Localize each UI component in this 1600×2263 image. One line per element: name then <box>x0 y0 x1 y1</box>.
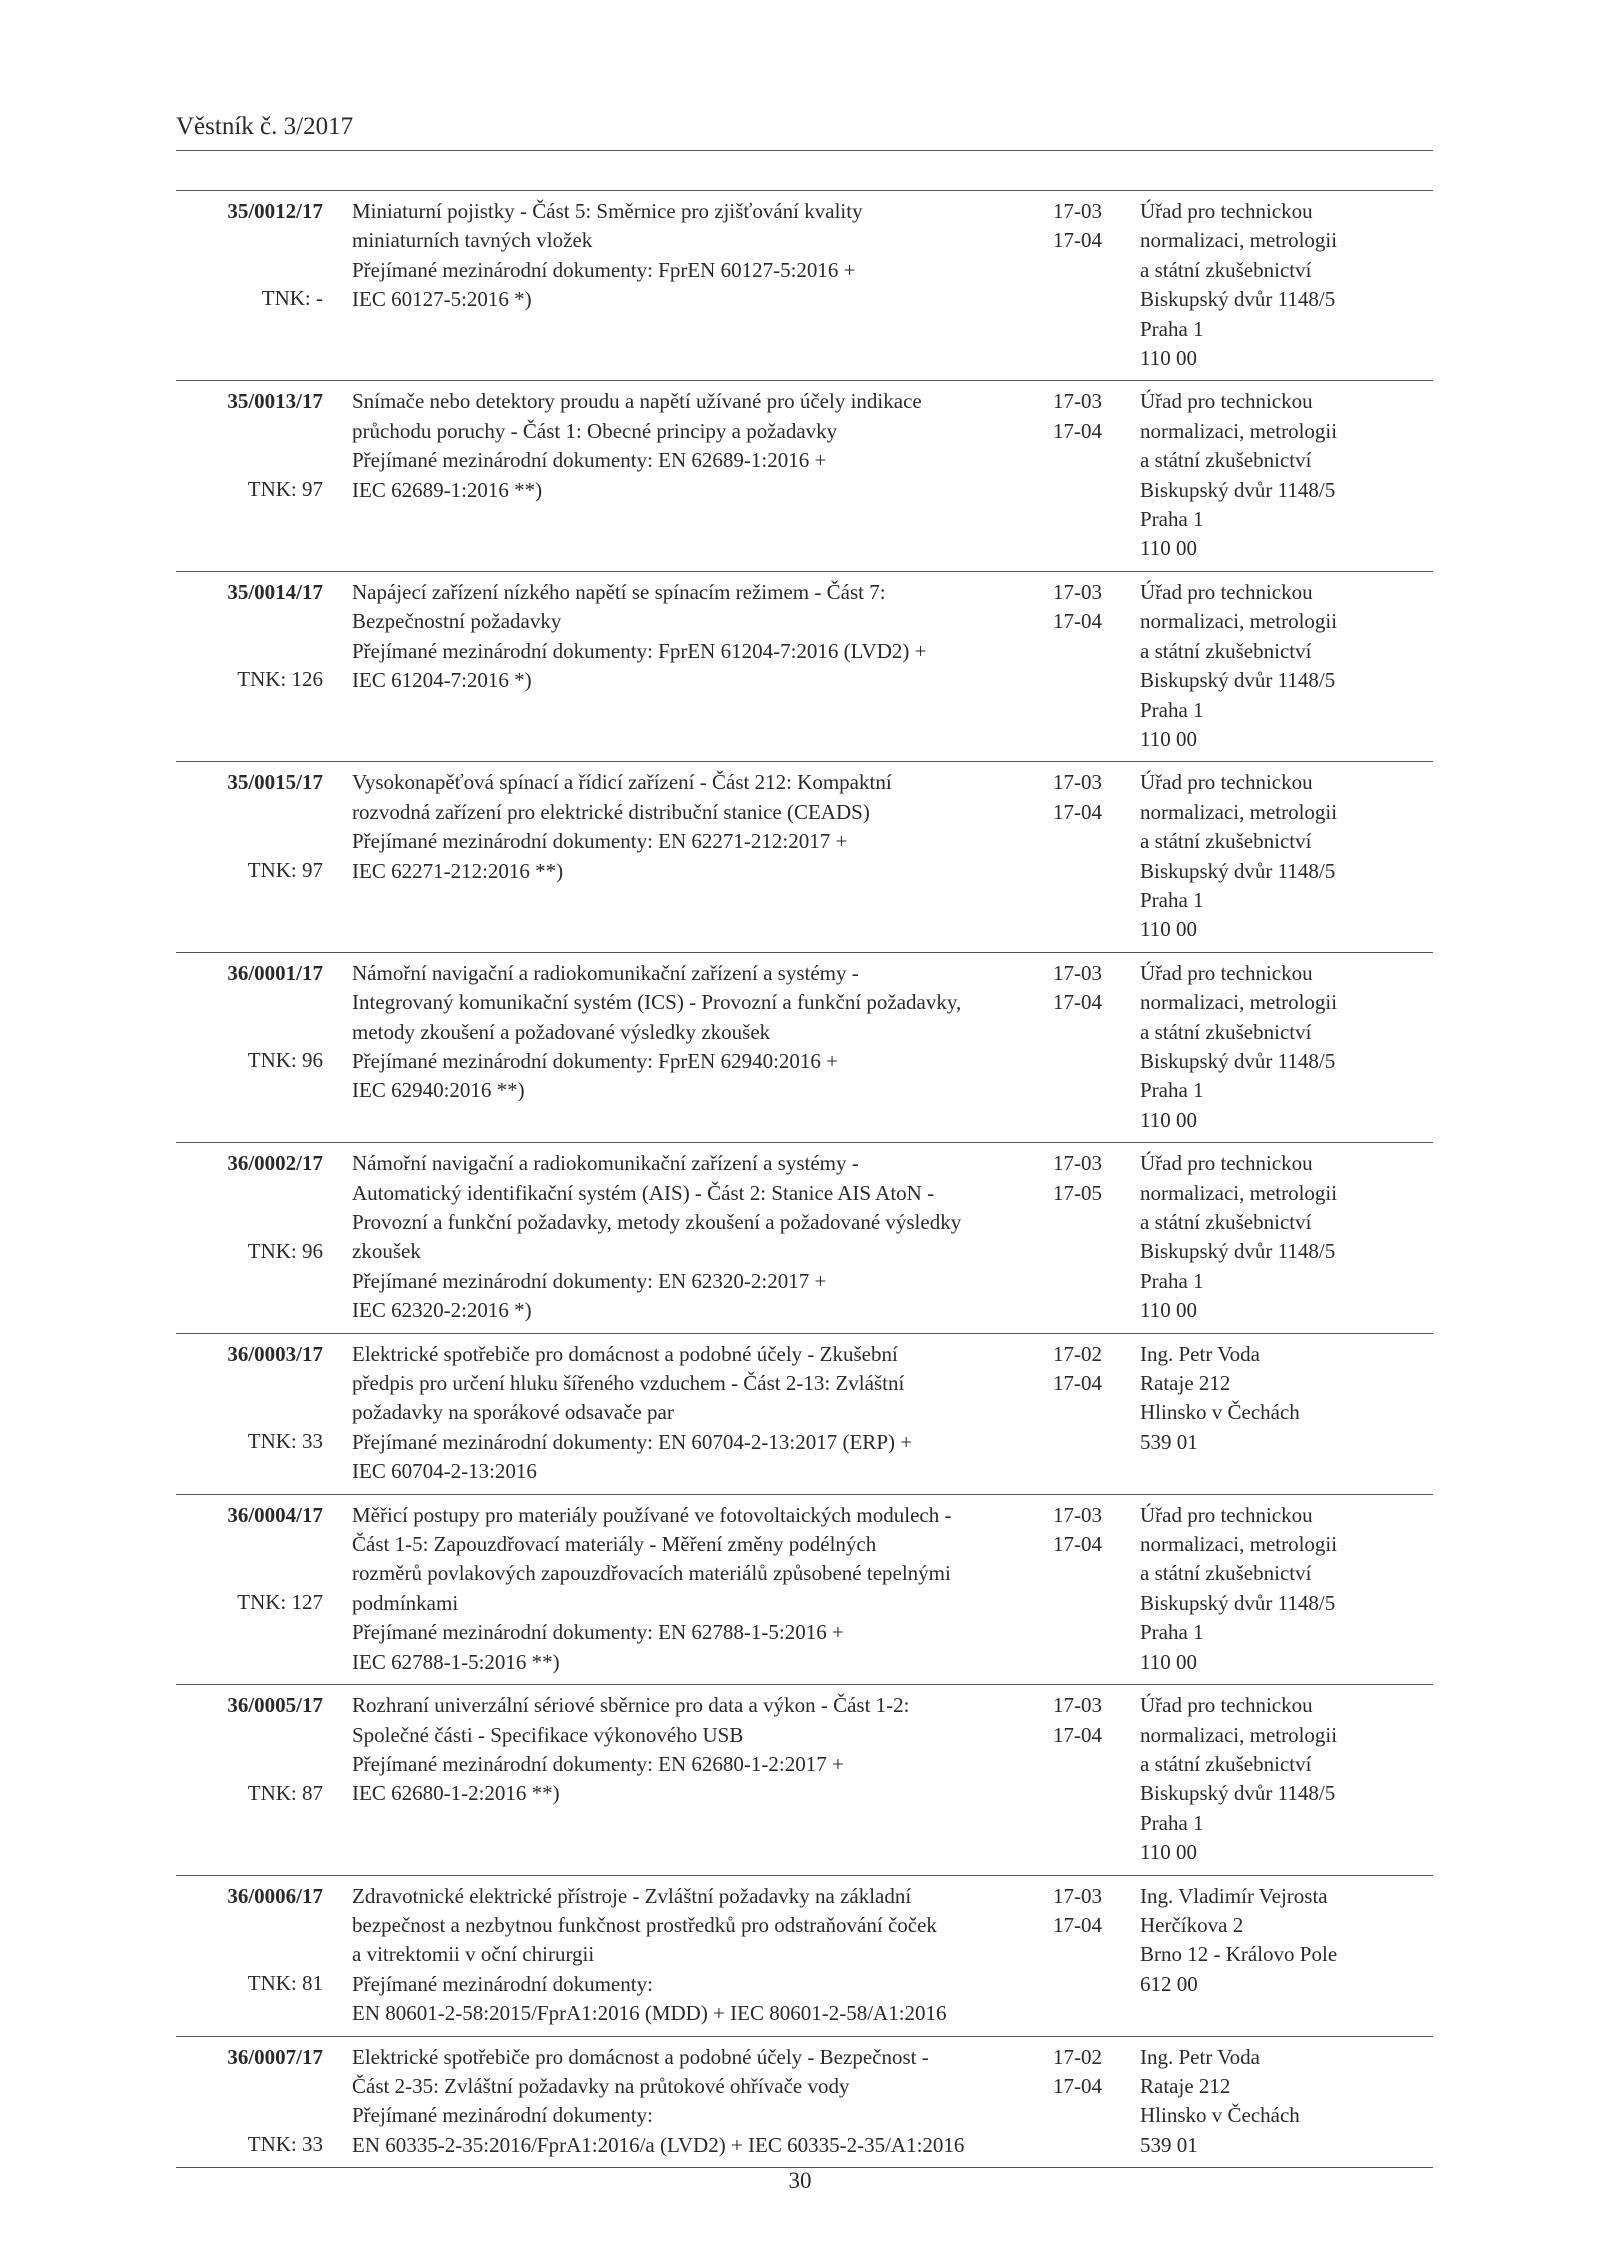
address-line: 110 00 <box>1140 1298 1197 1323</box>
description-line: Přejímané mezinárodní dokumenty: FprEN 61204-7:2016 (LVD2) + <box>352 638 927 663</box>
description-line: rozměrů povlakových zapouzdřovacích materiálů způsobené tepelnými <box>352 1561 951 1586</box>
address-line: 110 00 <box>1140 1840 1197 1865</box>
address-line: Hlinsko v Čechách <box>1140 1400 1300 1425</box>
table-row <box>176 571 1433 761</box>
description-line: Napájecí zařízení nízkého napětí se spínacím režimem - Část 7: <box>352 579 886 604</box>
address-line: Ing. Vladimír Vejrosta <box>1140 1883 1328 1908</box>
entry-number: 36/0006/17 <box>227 1883 323 1908</box>
code-value: 17-05 <box>1053 1180 1102 1205</box>
description-line: Elektrické spotřebiče pro domácnost a podobné účely - Bezpečnost - <box>352 2044 929 2069</box>
address-line: Biskupský dvůr 1148/5 <box>1140 668 1336 693</box>
entry-description-cell <box>323 571 1053 761</box>
address-line: 110 00 <box>1140 346 1197 371</box>
description-line: Námořní navigační a radiokomunikační zařízení a systémy - <box>352 1151 859 1176</box>
address-line: Biskupský dvůr 1148/5 <box>1140 1781 1336 1806</box>
description-line: požadavky na sporákové odsavače par <box>352 1400 674 1425</box>
entry-description-cell <box>323 762 1053 952</box>
standards-table <box>176 190 1433 2168</box>
entry-address-cell <box>1140 1875 1433 2036</box>
entry-tnk: TNK: 97 <box>247 857 323 882</box>
address-line: normalizaci, metrologii <box>1140 1180 1338 1205</box>
standards-table-body <box>176 191 1433 2168</box>
entry-address-cell <box>1140 2036 1433 2168</box>
description-line: Část 1-5: Zapouzdřovací materiály - Měření změny podélných <box>352 1532 877 1557</box>
description-line: Miniaturní pojistky - Část 5: Směrnice pro zjišťování kvality <box>352 199 863 223</box>
table-row <box>176 2036 1433 2168</box>
description-line: Rozhraní univerzální sériové sběrnice pro data a výkon - Část 1-2: <box>352 1693 910 1718</box>
entry-description-cell <box>323 2036 1053 2168</box>
description-line: IEC 61204-7:2016 *) <box>352 668 532 693</box>
address-line: 539 01 <box>1140 2132 1198 2157</box>
code-value: 17-04 <box>1053 1722 1102 1747</box>
entry-address-cell <box>1140 1494 1433 1684</box>
entry-description-cell <box>323 1685 1053 1875</box>
address-line: a státní zkušebnictví <box>1140 1751 1312 1776</box>
entry-description-cell <box>323 381 1053 571</box>
table-row <box>176 1494 1433 1684</box>
address-line: Praha 1 <box>1140 1620 1204 1645</box>
code-value: 17-04 <box>1053 2073 1102 2098</box>
description-line: Elektrické spotřebiče pro domácnost a podobné účely - Zkušební <box>352 1341 898 1366</box>
address-line: Úřad pro technickou <box>1140 1693 1313 1718</box>
table-row <box>176 1143 1433 1333</box>
address-line: Rataje 212 <box>1140 2073 1231 2098</box>
entry-tnk: TNK: 97 <box>247 476 323 501</box>
address-line: normalizaci, metrologii <box>1140 799 1338 824</box>
entry-codes-cell <box>1053 1685 1140 1875</box>
code-value: 17-03 <box>1053 199 1102 223</box>
description-line: EN 80601-2-58:2015/FprA1:2016 (MDD) + IEC 80601-2-58/A1:2016 <box>352 2001 947 2026</box>
entry-address-cell <box>1140 381 1433 571</box>
entry-address-cell <box>1140 1685 1433 1875</box>
entry-identifier-cell <box>176 952 323 1142</box>
description-line: a vitrektomii v oční chirurgii <box>352 1942 595 1967</box>
description-line: Měřicí postupy pro materiály používané ve fotovoltaických modulech - <box>352 1502 952 1527</box>
description-line: rozvodná zařízení pro elektrické distribuční stanice (CEADS) <box>352 799 870 824</box>
entry-number: 36/0007/17 <box>227 2044 323 2069</box>
entry-codes-cell <box>1053 2036 1140 2168</box>
code-value: 17-04 <box>1053 228 1102 253</box>
address-line: a státní zkušebnictví <box>1140 829 1312 854</box>
address-line: Úřad pro technickou <box>1140 579 1313 604</box>
address-line: Biskupský dvůr 1148/5 <box>1140 287 1336 312</box>
address-line: Biskupský dvůr 1148/5 <box>1140 1239 1336 1264</box>
description-line: Přejímané mezinárodní dokumenty: FprEN 62940:2016 + <box>352 1048 839 1073</box>
code-value: 17-03 <box>1053 389 1102 414</box>
description-line: IEC 62680-1-2:2016 **) <box>352 1781 560 1806</box>
entry-codes-cell <box>1053 1333 1140 1494</box>
entry-codes-cell <box>1053 1143 1140 1333</box>
description-line: bezpečnost a nezbytnou funkčnost prostředků pro odstraňování čoček <box>352 1912 937 1937</box>
entry-tnk: TNK: 96 <box>247 1238 323 1263</box>
address-line: Brno 12 - Královo Pole <box>1140 1942 1338 1967</box>
description-line: metody zkoušení a požadované výsledky zkoušek <box>352 1019 771 1044</box>
entry-number: 36/0003/17 <box>227 1341 323 1366</box>
entry-codes-cell <box>1053 1494 1140 1684</box>
entry-identifier-cell <box>176 1143 323 1333</box>
entry-description-cell <box>323 1143 1053 1333</box>
code-value: 17-02 <box>1053 2044 1102 2069</box>
entry-address-cell <box>1140 571 1433 761</box>
address-line: Biskupský dvůr 1148/5 <box>1140 1048 1336 1073</box>
description-line: Přejímané mezinárodní dokumenty: <box>352 1971 653 1996</box>
address-line: Rataje 212 <box>1140 1371 1231 1396</box>
entry-codes-cell <box>1053 381 1140 571</box>
address-line: a státní zkušebnictví <box>1140 257 1312 282</box>
code-value: 17-04 <box>1053 799 1102 824</box>
entry-number: 35/0014/17 <box>227 579 323 604</box>
address-line: a státní zkušebnictví <box>1140 1561 1312 1586</box>
address-line: normalizaci, metrologii <box>1140 418 1338 443</box>
entry-description-cell <box>323 1494 1053 1684</box>
description-line: předpis pro určení hluku šířeného vzduchem - Část 2-13: Zvláštní <box>352 1371 905 1396</box>
address-line: Praha 1 <box>1140 697 1204 722</box>
entry-address-cell <box>1140 1143 1433 1333</box>
address-line: Praha 1 <box>1140 507 1204 532</box>
address-line: normalizaci, metrologii <box>1140 228 1338 253</box>
address-line: Úřad pro technickou <box>1140 960 1313 985</box>
address-line: Herčíkova 2 <box>1140 1912 1244 1937</box>
table-row <box>176 1333 1433 1494</box>
entry-identifier-cell <box>176 191 323 381</box>
address-line: Praha 1 <box>1140 1810 1204 1835</box>
entry-number: 36/0005/17 <box>227 1693 323 1718</box>
address-line: Biskupský dvůr 1148/5 <box>1140 1590 1336 1615</box>
table-row <box>176 381 1433 571</box>
entry-tnk: TNK: - <box>261 286 323 311</box>
entry-address-cell <box>1140 1333 1433 1494</box>
table-row <box>176 952 1433 1142</box>
entry-address-cell <box>1140 952 1433 1142</box>
entry-tnk: TNK: 81 <box>247 1970 323 1995</box>
code-value: 17-03 <box>1053 579 1102 604</box>
description-line: Přejímané mezinárodní dokumenty: EN 62788-1-5:2016 + <box>352 1620 844 1645</box>
entry-tnk: TNK: 33 <box>247 1429 323 1454</box>
address-line: 110 00 <box>1140 536 1197 561</box>
table-row <box>176 191 1433 381</box>
code-value: 17-04 <box>1053 990 1102 1015</box>
address-line: Praha 1 <box>1140 1268 1204 1293</box>
entry-identifier-cell <box>176 2036 323 2168</box>
code-value: 17-03 <box>1053 770 1102 795</box>
entry-tnk: TNK: 127 <box>237 1590 323 1615</box>
address-line: Úřad pro technickou <box>1140 1151 1313 1176</box>
code-value: 17-02 <box>1053 1341 1102 1366</box>
description-line: Přejímané mezinárodní dokumenty: FprEN 60127-5:2016 + <box>352 257 856 282</box>
description-line: Přejímané mezinárodní dokumenty: EN 62320-2:2017 + <box>352 1268 827 1293</box>
address-line: 110 00 <box>1140 917 1197 942</box>
address-line: Úřad pro technickou <box>1140 389 1313 414</box>
entry-codes-cell <box>1053 571 1140 761</box>
address-line: normalizaci, metrologii <box>1140 990 1338 1015</box>
table-row <box>176 1685 1433 1875</box>
code-value: 17-03 <box>1053 1693 1102 1718</box>
entry-codes-cell <box>1053 191 1140 381</box>
entry-tnk: TNK: 33 <box>247 2131 323 2156</box>
entry-number: 36/0004/17 <box>227 1502 323 1527</box>
description-line: Přejímané mezinárodní dokumenty: EN 62271-212:2017 + <box>352 829 848 854</box>
address-line: Biskupský dvůr 1148/5 <box>1140 477 1336 502</box>
address-line: a státní zkušebnictví <box>1140 638 1312 663</box>
description-line: IEC 62271-212:2016 **) <box>352 858 564 883</box>
entry-identifier-cell <box>176 1494 323 1684</box>
code-value: 17-03 <box>1053 1151 1102 1176</box>
entry-tnk: TNK: 87 <box>247 1780 323 1805</box>
entry-number: 35/0012/17 <box>227 199 323 223</box>
description-line: Námořní navigační a radiokomunikační zařízení a systémy - <box>352 960 859 985</box>
description-line: Společné části - Specifikace výkonového USB <box>352 1722 744 1747</box>
entry-codes-cell <box>1053 762 1140 952</box>
address-line: Praha 1 <box>1140 887 1204 912</box>
entry-tnk: TNK: 126 <box>237 667 323 692</box>
entry-address-cell <box>1140 762 1433 952</box>
description-line: IEC 62320-2:2016 *) <box>352 1298 532 1323</box>
description-line: IEC 62788-1-5:2016 **) <box>352 1649 560 1674</box>
description-line: IEC 62940:2016 **) <box>352 1078 525 1103</box>
address-line: 110 00 <box>1140 726 1197 751</box>
description-line: IEC 62689-1:2016 **) <box>352 477 543 502</box>
table-row <box>176 762 1433 952</box>
table-row <box>176 1875 1433 2036</box>
address-line: Ing. Petr Voda <box>1140 2044 1260 2069</box>
description-line: IEC 60127-5:2016 *) <box>352 287 532 312</box>
address-line: 539 01 <box>1140 1429 1198 1454</box>
description-line: Automatický identifikační systém (AIS) - Část 2: Stanice AIS AtoN - <box>352 1180 935 1205</box>
page-number: 30 <box>788 2168 812 2193</box>
address-line: a státní zkušebnictví <box>1140 448 1312 473</box>
address-line: Biskupský dvůr 1148/5 <box>1140 858 1336 883</box>
entry-codes-cell <box>1053 952 1140 1142</box>
journal-title: Věstník č. 3/2017 <box>176 113 354 140</box>
entry-address-cell <box>1140 191 1433 381</box>
description-line: Přejímané mezinárodní dokumenty: EN 60704-2-13:2017 (ERP) + <box>352 1429 913 1454</box>
entry-number: 36/0002/17 <box>227 1151 323 1176</box>
description-line: podmínkami <box>352 1590 459 1615</box>
code-value: 17-04 <box>1053 609 1102 634</box>
description-line: Provozní a funkční požadavky, metody zkoušení a požadované výsledky <box>352 1210 962 1234</box>
entry-number: 35/0013/17 <box>227 389 323 414</box>
address-line: Ing. Petr Voda <box>1140 1341 1260 1366</box>
entry-identifier-cell <box>176 381 323 571</box>
entry-identifier-cell <box>176 1333 323 1494</box>
address-line: a státní zkušebnictví <box>1140 1019 1312 1044</box>
entry-description-cell <box>323 191 1053 381</box>
address-line: Praha 1 <box>1140 316 1204 341</box>
address-line: Úřad pro technickou <box>1140 1502 1313 1527</box>
code-value: 17-03 <box>1053 1502 1102 1527</box>
description-line: Část 2-35: Zvláštní požadavky na průtokové ohřívače vody <box>352 2073 850 2098</box>
description-line: Vysokonapěťová spínací a řídicí zařízení - Část 212: Kompaktní <box>352 770 892 795</box>
address-line: normalizaci, metrologii <box>1140 1722 1338 1747</box>
description-line: Bezpečnostní požadavky <box>352 609 562 634</box>
description-line: Přejímané mezinárodní dokumenty: EN 62689-1:2016 + <box>352 448 827 473</box>
entry-description-cell <box>323 1333 1053 1494</box>
entry-number: 36/0001/17 <box>227 960 323 985</box>
description-line: Přejímané mezinárodní dokumenty: <box>352 2103 653 2128</box>
address-line: a státní zkušebnictví <box>1140 1210 1312 1234</box>
code-value: 17-03 <box>1053 960 1102 985</box>
entry-identifier-cell <box>176 1685 323 1875</box>
address-line: Hlinsko v Čechách <box>1140 2103 1300 2128</box>
code-value: 17-04 <box>1053 1912 1102 1937</box>
entry-codes-cell <box>1053 1875 1140 2036</box>
description-line: zkoušek <box>352 1239 421 1264</box>
description-line: IEC 60704-2-13:2016 <box>352 1459 537 1484</box>
description-line: Snímače nebo detektory proudu a napětí užívané pro účely indikace <box>352 389 922 414</box>
code-value: 17-03 <box>1053 1883 1102 1908</box>
description-line: Zdravotnické elektrické přístroje - Zvláštní požadavky na základní <box>352 1883 912 1908</box>
description-line: miniaturních tavných vložek <box>352 228 593 253</box>
address-line: Úřad pro technickou <box>1140 199 1313 223</box>
address-line: Praha 1 <box>1140 1078 1204 1103</box>
code-value: 17-04 <box>1053 1371 1102 1396</box>
address-line: 110 00 <box>1140 1649 1197 1674</box>
address-line: Úřad pro technickou <box>1140 770 1313 795</box>
entry-tnk: TNK: 96 <box>247 1048 323 1073</box>
code-value: 17-04 <box>1053 418 1102 443</box>
entry-identifier-cell <box>176 762 323 952</box>
description-line: EN 60335-2-35:2016/FprA1:2016/a (LVD2) + IEC 60335-2-35/A1:2016 <box>352 2132 965 2157</box>
address-line: 612 00 <box>1140 1971 1198 1996</box>
address-line: normalizaci, metrologii <box>1140 1532 1338 1557</box>
address-line: normalizaci, metrologii <box>1140 609 1338 634</box>
code-value: 17-04 <box>1053 1532 1102 1557</box>
entry-description-cell <box>323 952 1053 1142</box>
entry-identifier-cell <box>176 571 323 761</box>
description-line: Přejímané mezinárodní dokumenty: EN 62680-1-2:2017 + <box>352 1751 844 1776</box>
description-line: Integrovaný komunikační systém (ICS) - Provozní a funkční požadavky, <box>352 990 962 1015</box>
entry-number: 35/0015/17 <box>227 770 323 795</box>
address-line: 110 00 <box>1140 1107 1197 1132</box>
entry-identifier-cell <box>176 1875 323 2036</box>
entry-description-cell <box>323 1875 1053 2036</box>
page-header <box>176 112 1433 151</box>
description-line: průchodu poruchy - Část 1: Obecné principy a požadavky <box>352 418 838 443</box>
